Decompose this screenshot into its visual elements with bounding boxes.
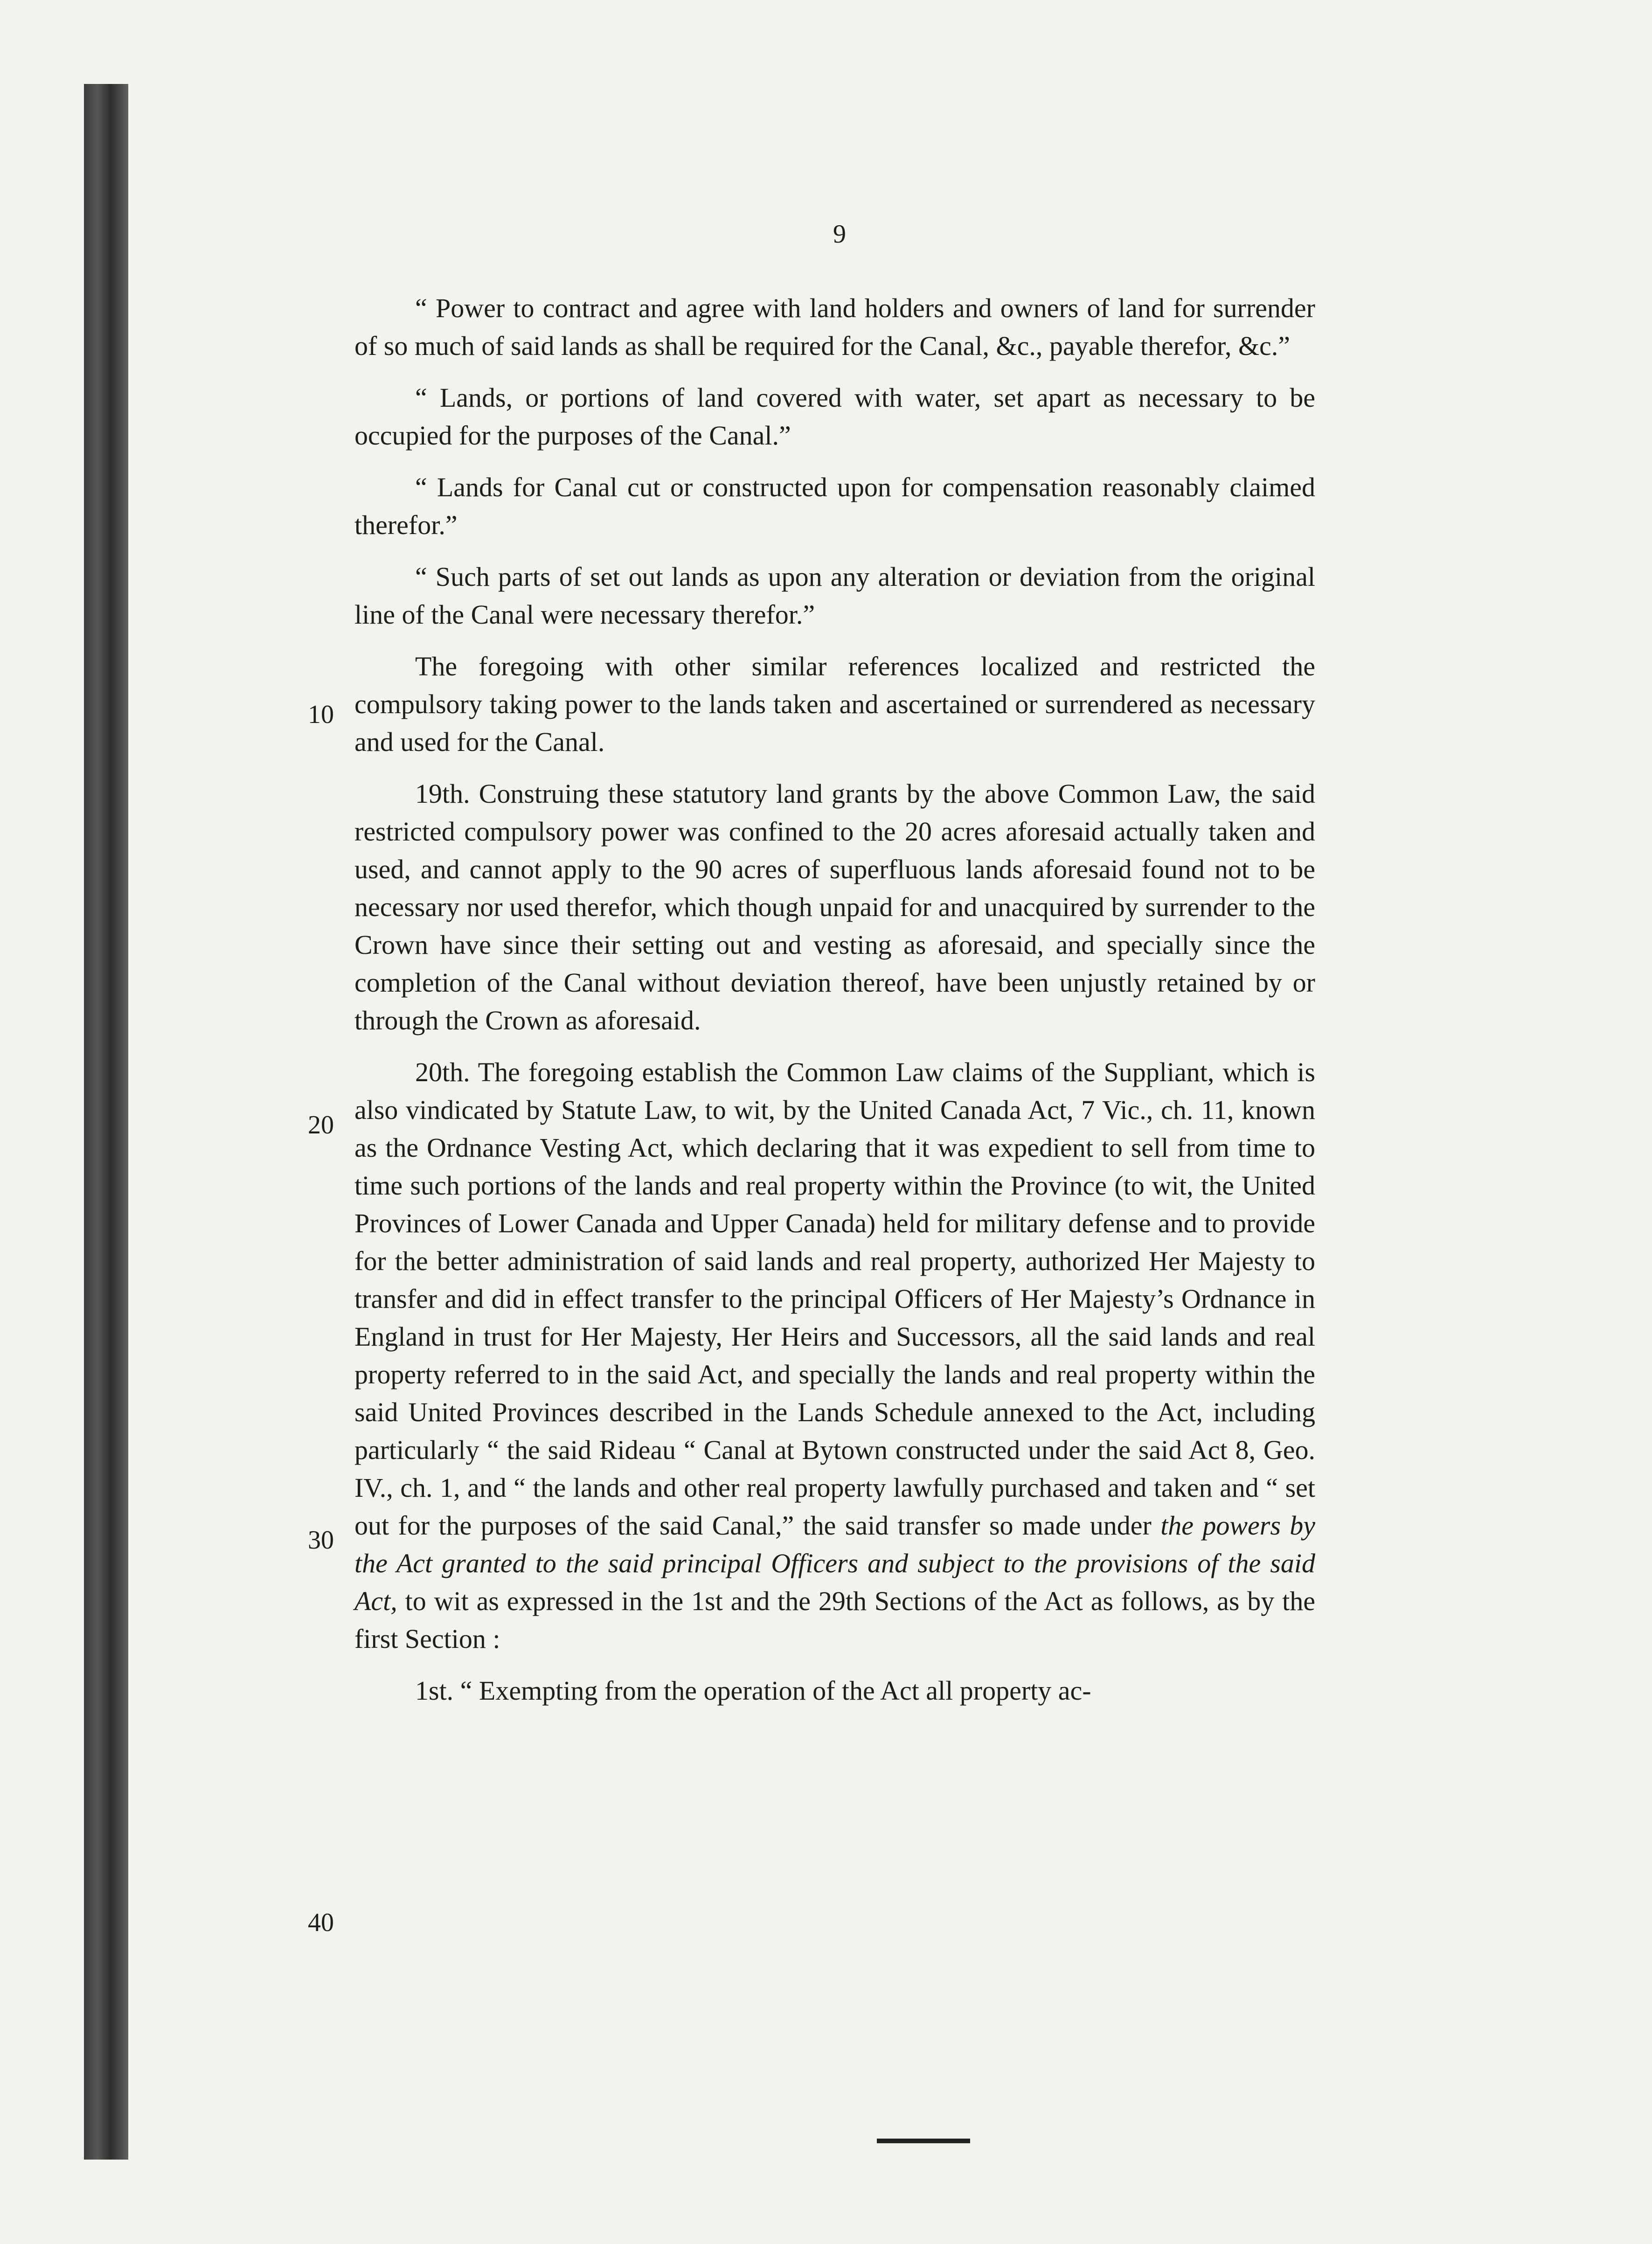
paragraph-foregoing: The foregoing with other similar references localized and restricted the compulsory taking power to the lands taken and ascertained or surrendered as necessary and used for the Canal. [354,651,1315,757]
paragraph-19th: 19th. Construing these statutory land grants by the above Common Law, the said restricted compulsory power was confined to the 20 acres aforesaid actually taken and used, and cannot apply to the 90 acres of superfluous lands aforesaid found not to be necessary nor used therefor, which though unpaid for and unacquired by surrender to the Crown have since their setting out and vesting as aforesaid, and specially since the completion of the Canal without deviation thereof, have been unjustly retained by or through the Crown as aforesaid. [354,778,1315,1035]
binding-edge [84,84,128,2160]
paragraph-20th-part-b: to wit as expressed in the 1st and the 29th Sections of the Act as follows, as by the first Section : [354,1586,1316,1654]
paragraph-20th [354,1053,1315,1658]
line-number-10: 10 [308,700,334,729]
bottom-rule [877,2139,970,2143]
line-number-30: 30 [308,1526,334,1555]
quote-1: “ Power to contract and agree with land holders and owners of land for surrender of so much of said lands as shall be required for the Canal, &c., payable therefor, &c.” [354,293,1315,361]
quote-3: “ Lands for Canal cut or constructed upon for compensation reasonably claimed therefor.” [354,472,1315,540]
paragraph-20th-part-a: 20th. The foregoing establish the Common Law claims of the Suppliant, which is also vindicated by Statute Law, to wit, by the United Canada Act, 7 Vic., ch. 11, known as the Ordnance Vesting Act, which declaring that it was expedient to sell from time to time such portions of the lands and real property within the Province (to wit, the United Provinces of Lower Canada and Upper Canada) held for military defense and to provide for the better administration of said lands and real property, authorized Her Majesty to transfer and did in effect transfer to the principal Officers of Her Majesty’s Ordnance in England in trust for Her Majesty, Her Heirs and Successors, all the said lands and real property referred to in the said Act, and specially the lands and real property within the said United Provinces described in the Lands Schedule annexed to the Act, including particularly “ the said Rideau “ Canal at Bytown constructed under the said Act 8, Geo. IV., ch. 1, and “ the lands and other real property lawfully purchased and taken and “ set out for the purposes of the said Canal,” the said transfer so made under [354,1057,1315,1541]
body-text [354,289,1315,1723]
paragraph-20th-italic: the powers by the Act granted to the said principal Officers and subject to the provisions of the said Act, [354,1510,1316,1616]
quote-2: “ Lands, or portions of land covered with water, set apart as necessary to be occupied for the purposes of the Canal.” [354,382,1315,451]
page-number: 9 [833,220,846,249]
line-number-20: 20 [308,1111,334,1139]
paragraph-1st: 1st. “ Exempting from the operation of the Act all property ac- [415,1675,1091,1706]
line-number-40: 40 [308,1908,334,1937]
quote-4: “ Such parts of set out lands as upon any alteration or deviation from the original line of the Canal were necessary therefor.” [354,562,1315,630]
